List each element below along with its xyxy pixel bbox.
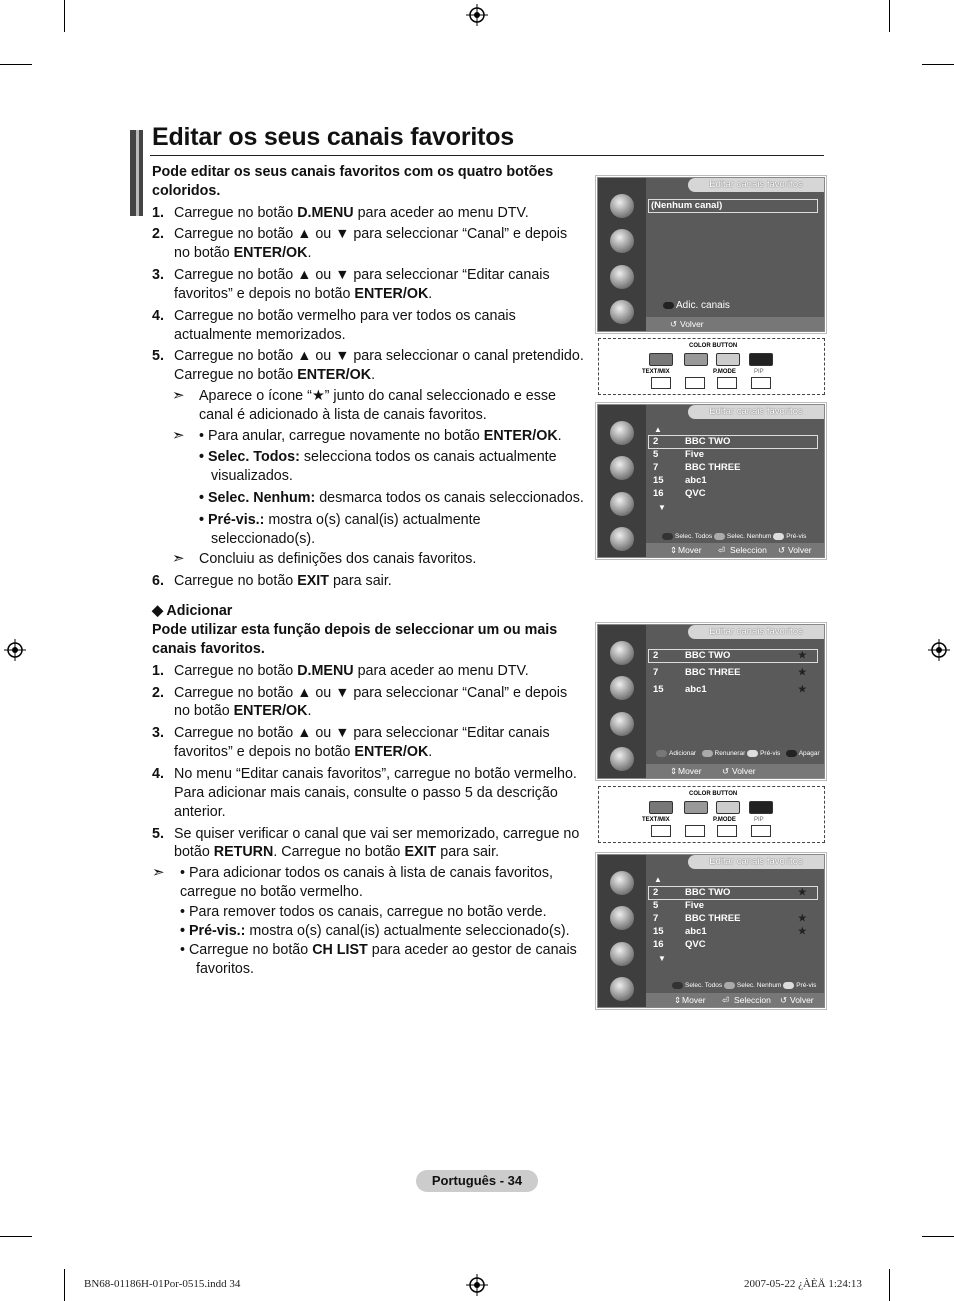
step-number: 2. [152,685,164,701]
text: Carregue no botão [174,205,298,221]
channel-number: 2 [653,436,659,447]
tv-color-buttons [662,532,806,541]
ttx-icon [651,377,671,389]
ttx-icon [751,825,771,837]
crop-mark [64,0,65,32]
step-number: 3. [152,725,164,741]
text: ENTER/OK [297,367,372,383]
text: . [371,367,376,383]
note-text [199,427,562,446]
text: . [428,286,433,302]
tv-sidebar [598,178,646,331]
channel-name[interactable]: BBC TWO [685,887,731,898]
tv-header [688,625,824,639]
note-text: canal é adicionado à lista de canais favoritos. [199,407,487,423]
text: • Carregue no botão [180,942,313,958]
step-text [174,285,432,304]
sound-menu-icon [610,906,634,930]
note-text: Concluiu as definições dos canais favoritos. [199,551,477,567]
remote-diagram-1 [598,338,825,395]
sound-menu-icon [610,229,634,253]
text: D.MENU [297,663,354,679]
tv-screen-3 [597,624,825,779]
crop-mark [0,64,32,65]
bullet-text [199,511,481,530]
text: EXIT [297,573,329,589]
text: Volver [790,995,814,1005]
selection-box [648,435,818,449]
channel-number: 2 [653,650,659,661]
text: Carregue no botão [174,663,298,679]
setup-menu-icon [610,300,634,324]
step-number: 4. [152,766,164,782]
text: Carregue no botão [174,367,298,383]
text: Seleccion [734,995,771,1005]
channel-name[interactable]: Five [685,900,705,911]
text: CH LIST [312,942,368,958]
bullet-text: seleccionado(s). [211,531,316,547]
channel-number: 5 [653,449,659,460]
text: para aceder ao gestor de canais [367,942,577,958]
green-button-icon [714,533,725,540]
step-text: Carregue no botão ▲ ou ▼ para seleccionar “Canal” e depois [174,685,568,701]
tv-sidebar [598,625,646,778]
yellow-button-icon [716,801,740,814]
channel-menu-icon [610,265,634,289]
step-number: 1. [152,205,164,221]
return-icon: ↺ [722,766,730,776]
text: Seleccion [730,545,767,555]
text: PIP [754,817,764,823]
step-text [174,572,392,591]
crop-mark [64,1269,65,1301]
text: mostra o(s) canal(is) actualmente [264,512,481,528]
text: • Pré-vis.: [199,512,265,528]
text: Editar canais favoritos [709,179,803,190]
channel-number: 7 [653,913,659,924]
yellow-button-icon [716,353,740,366]
channel-number: 16 [653,488,664,499]
channel-menu-icon [610,712,634,736]
step-text: actualmente memorizados. [174,327,346,343]
crop-mark [889,0,890,32]
return-icon: ↺ [778,545,786,555]
step-number: 3. [152,267,164,283]
text: Pré-vis [760,750,781,757]
text: Editar canais favoritos [709,856,803,867]
text: TEXT/MIX [642,817,670,823]
channel-name[interactable]: BBC THREE [685,667,741,678]
text: . [307,703,312,719]
text: D.MENU [297,205,354,221]
picture-menu-icon [610,194,634,218]
return-icon: ↺ [670,319,678,329]
step-number: 5. [152,826,164,842]
note-arrow-icon: ➣ [172,387,185,404]
step-text [174,662,529,681]
blue-button-icon [786,750,797,757]
text: Mover [682,995,706,1005]
text: P.MODE [713,817,736,823]
note-text: • Para adicionar todos os canais à lista de canais favoritos, [180,865,553,881]
favorite-star-icon: ★ [798,667,807,678]
note-arrow-icon: ➣ [172,427,185,444]
text: Selec. Todos [685,982,723,989]
tv-header [688,855,824,869]
remote-diagram-2 [598,786,825,843]
text: TEXT/MIX [642,369,670,375]
intro-text: Pode editar os seus canais favoritos com os quatro botões [152,164,554,180]
text: Mover [678,545,702,555]
tv-color-buttons [656,749,820,758]
scroll-up-icon: ▲ [654,425,662,434]
text: ENTER/OK [483,428,558,444]
text: • Para anular, carregue novamente no botão [199,428,484,444]
text: Pré-vis [786,533,807,540]
text: ENTER/OK [233,245,308,261]
text: para sair. [328,573,392,589]
favorite-star-icon: ★ [798,887,807,898]
step-text: Carregue no botão ▲ ou ▼ para seleccionar “Editar canais [174,725,550,741]
tv-footer [646,764,824,778]
blue-button-icon [749,353,773,366]
blue-button-icon [749,801,773,814]
red-button-icon [649,801,673,814]
registration-mark-icon [466,4,488,26]
section-intro: Pode utilizar esta função depois de seleccionar um ou mais [152,622,558,638]
text: ENTER/OK [354,744,429,760]
text: para aceder ao menu DTV. [353,663,529,679]
step-text: Carregue no botão ▲ ou ▼ para seleccionar “Editar canais [174,267,550,283]
favorite-star-icon: ★ [798,913,807,924]
ttx-icon [751,377,771,389]
text: . Carregue no botão [273,844,405,860]
step-number: 2. [152,226,164,242]
updown-icon: ⇕ [670,545,678,555]
picture-menu-icon [610,421,634,445]
tv-screen-4 [597,854,825,1008]
text: no botão [174,703,234,719]
text: COLOR BUTTON [689,343,738,349]
step-text: Carregue no botão ▲ ou ▼ para seleccionar “Canal” e depois [174,226,568,242]
text: para aceder ao menu DTV. [353,205,529,221]
registration-mark-icon [928,639,950,661]
return-icon: ↺ [780,995,788,1005]
channel-number: 7 [653,667,659,678]
green-button-icon [684,353,708,366]
ttx-icon [685,825,705,837]
crop-mark [922,1236,954,1237]
tv-sidebar [598,855,646,1007]
step-text: Para adicionar mais canais, consulte o passo 5 da descrição [174,785,558,801]
text: Apagar [798,750,820,757]
bullet-text [199,489,584,508]
setup-menu-icon [610,527,634,551]
intro-text: coloridos. [152,183,221,199]
bullet-text [180,922,570,941]
step-text: Carregue no botão vermelho para ver todos os canais [174,308,516,324]
green-button-icon [684,801,708,814]
step-text: Carregue no botão ▲ ou ▼ para seleccionar o canal pretendido. [174,348,584,364]
print-date: 2007-05-22 ¿ÀÈÄ 1:24:13 [744,1278,862,1290]
ttx-icon [651,825,671,837]
channel-name[interactable]: QVC [685,488,706,499]
favorite-star-icon: ★ [798,684,807,695]
text: no botão [174,245,234,261]
enter-icon: ⏎ [722,995,730,1005]
ttx-icon [685,377,705,389]
tv-header [688,178,824,192]
note-text: Aparece o ícone “★” junto do canal seleccionado e esse [199,388,556,404]
text: Adic. canais [676,300,730,311]
red-button-icon [663,302,674,309]
step-text [174,743,432,762]
channel-name[interactable]: Five [685,449,705,460]
text: Selec. Nenhum [726,533,772,540]
tv-screen-1 [597,177,825,332]
text: • Pré-vis.: [180,923,246,939]
channel-menu-icon [610,942,634,966]
crop-mark [0,1236,32,1237]
page-number: Português - 34 [416,1170,538,1192]
section-intro: canais favoritos. [152,641,265,657]
bullet-text [199,448,557,467]
bullet-text: • Para remover todos os canais, carregue no botão verde. [180,904,547,920]
step-number: 5. [152,348,164,364]
text: favoritos” e depois no botão [174,286,355,302]
channel-name[interactable]: BBC TWO [685,650,731,661]
tv-button-hint [663,300,730,312]
text: • Selec. Todos: [199,449,300,465]
text: Editar canais favoritos [709,626,803,637]
picture-menu-icon [610,871,634,895]
text: selecciona todos os canais actualmente [299,449,557,465]
step-text [174,702,311,721]
bullet-text: favoritos. [196,961,255,977]
text: Mover [678,766,702,776]
favorite-star-icon: ★ [798,926,807,937]
channel-number: 5 [653,900,659,911]
channel-name[interactable]: abc1 [685,684,707,695]
channel-name[interactable]: BBC THREE [685,913,741,924]
text: P.MODE [713,369,736,375]
favorite-star-icon: ★ [798,650,807,661]
page-title: Editar os seus canais favoritos [152,123,515,151]
text: . [307,245,312,261]
channel-name[interactable]: BBC TWO [685,436,731,447]
text: . [557,428,562,444]
channel-number: 15 [653,475,664,486]
green-button-icon [724,982,735,989]
updown-icon: ⇕ [674,995,682,1005]
red-button-icon [662,533,673,540]
channel-name[interactable]: abc1 [685,926,707,937]
registration-mark-icon [4,639,26,661]
channel-number: 2 [653,887,659,898]
registration-mark-icon [466,1274,488,1296]
updown-icon: ⇕ [670,766,678,776]
tv-footer [646,543,824,557]
tv-header [688,405,824,419]
bullet-text: visualizados. [211,468,293,484]
text: Volver [732,766,756,776]
note-text: carregue no botão vermelho. [180,884,363,900]
text: ENTER/OK [354,286,429,302]
text: Selec. Nenhum [736,982,782,989]
red-button-icon [656,750,667,757]
selection-box [648,886,818,900]
text: . [428,744,433,760]
text: Renunerar [714,750,746,757]
scroll-up-icon: ▲ [654,875,662,884]
text: mostra o(s) canal(is) actualmente seleccionado(s). [245,923,570,939]
file-info: BN68-01186H-01Por-0515.indd 34 [84,1278,241,1290]
channel-name[interactable]: QVC [685,939,706,950]
text: favoritos” e depois no botão [174,744,355,760]
step-text: No menu “Editar canais favoritos”, carregue no botão vermelho. [174,766,577,782]
setup-menu-icon [610,977,634,1001]
yellow-button-icon [773,533,784,540]
tv-color-buttons [672,981,816,990]
tv-sidebar [598,405,646,557]
text: Adicionar [669,750,697,757]
step-text: Se quiser verificar o canal que vai ser memorizado, carregue no [174,826,580,842]
yellow-button-icon [747,750,758,757]
text: Pré-vis [796,982,817,989]
enter-icon: ⏎ [718,545,726,555]
green-button-icon [702,750,713,757]
channel-menu-icon [610,492,634,516]
step-text: anterior. [174,804,226,820]
step-number: 6. [152,573,164,589]
text: RETURN [213,844,274,860]
tv-selected-item: (Nenhum canal) [651,200,723,211]
ttx-icon [717,825,737,837]
note-arrow-icon: ➣ [152,864,165,881]
text: EXIT [404,844,437,860]
scroll-down-icon: ▼ [658,503,666,512]
ttx-icon [717,377,737,389]
text: Carregue no botão [174,573,298,589]
picture-menu-icon [610,641,634,665]
channel-number: 16 [653,939,664,950]
step-number: 4. [152,308,164,324]
text: Editar canais favoritos [709,406,803,417]
text: Volver [680,319,704,329]
tv-screen-2 [597,404,825,558]
crop-mark [922,64,954,65]
step-number: 1. [152,663,164,679]
step-text [174,843,499,862]
title-accent-bar [136,130,139,216]
text: Volver [788,545,812,555]
channel-number: 7 [653,462,659,473]
red-button-icon [672,982,683,989]
text: ENTER/OK [233,703,308,719]
text: Selec. Todos [675,533,713,540]
crop-mark [889,1269,890,1301]
channel-name[interactable]: BBC THREE [685,462,741,473]
tv-footer [646,317,824,331]
setup-menu-icon [610,747,634,771]
step-text [174,366,375,385]
bullet-text [180,941,577,960]
text: • Selec. Nenhum: [199,490,316,506]
text: PIP [754,369,764,375]
note-arrow-icon: ➣ [172,550,185,567]
title-rule [150,155,824,156]
sound-menu-icon [610,456,634,480]
text: para sair. [436,844,500,860]
channel-number: 15 [653,926,664,937]
step-text [174,204,529,223]
red-button-icon [649,353,673,366]
section-heading: ◆ Adicionar [152,603,233,619]
channel-name[interactable]: abc1 [685,475,707,486]
sound-menu-icon [610,676,634,700]
text: botão [174,844,214,860]
yellow-button-icon [783,982,794,989]
scroll-down-icon: ▼ [658,954,666,963]
step-text [174,244,311,263]
selection-box [648,649,818,663]
text: COLOR BUTTON [689,791,738,797]
tv-footer [646,993,824,1007]
text: desmarca todos os canais seleccionados. [315,490,584,506]
channel-number: 15 [653,684,664,695]
